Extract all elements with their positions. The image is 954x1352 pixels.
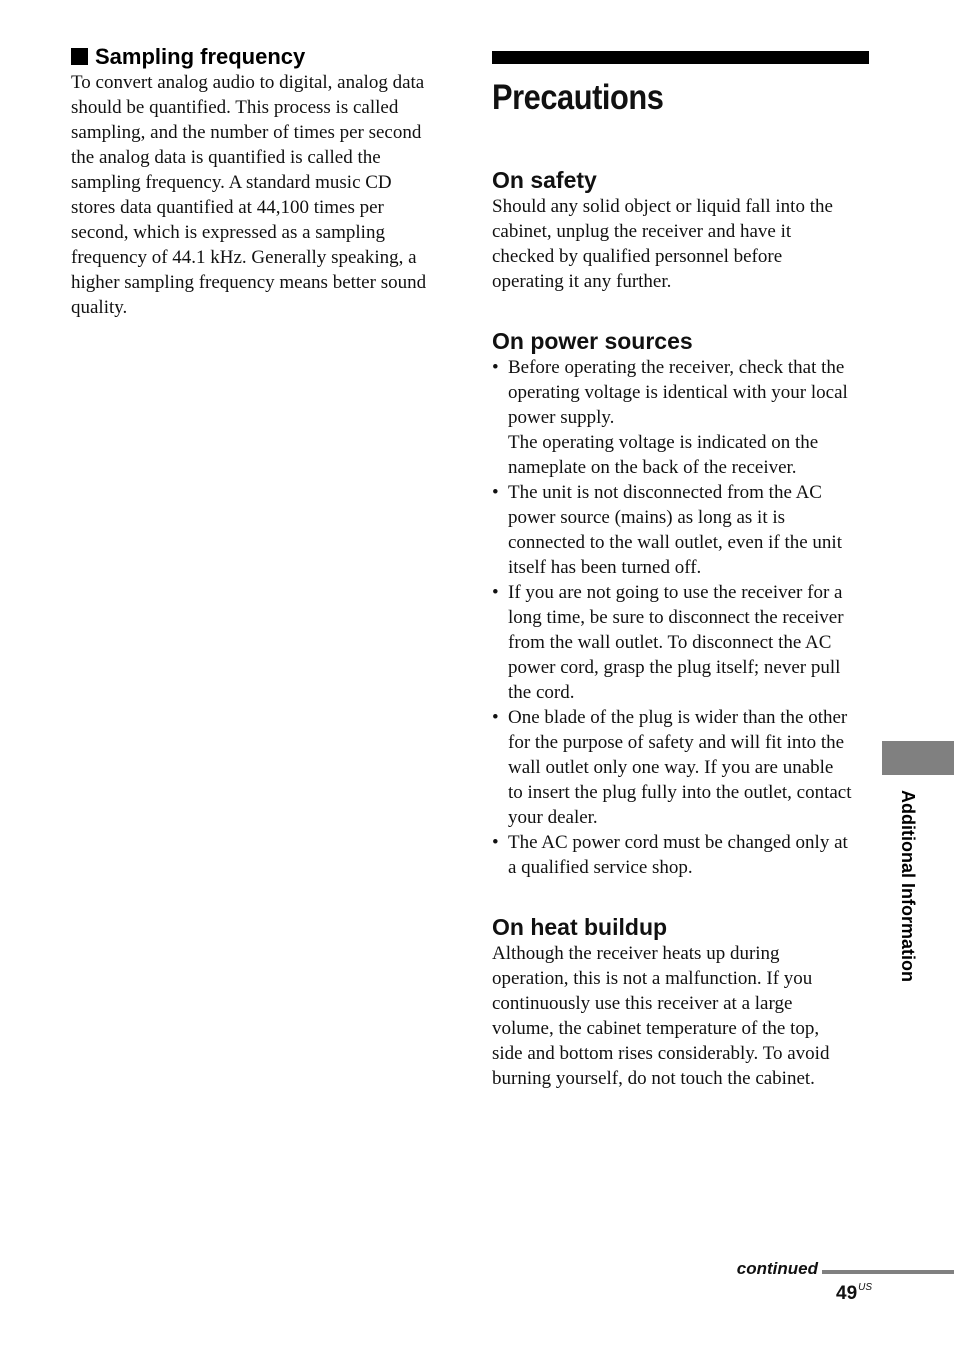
body-line: To convert analog audio to digital, analog data (71, 72, 425, 93)
item-line: connected to the wall outlet, even if the unit (508, 532, 842, 553)
body-line: the analog data is quantified is called the (71, 147, 381, 168)
item-line: power cord, grasp the plug itself; never pull (508, 657, 841, 678)
continued-label: continued (736, 1259, 818, 1278)
body-line: continuously use this receiver at a large (492, 993, 793, 1014)
list-item (492, 580, 870, 705)
bullet-icon: • (492, 482, 499, 503)
bullet-icon: • (492, 707, 499, 728)
sampling-frequency-heading (71, 44, 451, 70)
list-item (492, 830, 870, 880)
page-title: Precautions (492, 78, 664, 117)
list-item (492, 480, 870, 580)
body-line: higher sampling frequency means better sound (71, 272, 427, 293)
on-power-sources-heading: On power sources (492, 328, 693, 354)
item-line: itself has been turned off. (508, 557, 702, 578)
item-line: long time, be sure to disconnect the receiver (508, 607, 844, 628)
side-section-label: Additional Information (898, 790, 918, 982)
item-line: The unit is not disconnected from the AC (508, 482, 822, 503)
power-sources-list (492, 355, 870, 880)
body-line: second, which is expressed as a sampling (71, 222, 385, 243)
item-line: wall outlet only one way. If you are unable (508, 757, 834, 778)
left-column (71, 44, 451, 320)
body-line: stores data quantified at 44,100 times per (71, 197, 384, 218)
item-line: a qualified service shop. (508, 857, 693, 878)
item-line: The AC power cord must be changed only at (508, 832, 848, 853)
body-line: cabinet, unplug the receiver and have it (492, 221, 792, 242)
page-number (836, 1282, 872, 1306)
body-line: Should any solid object or liquid fall into the (492, 196, 833, 217)
body-line: checked by qualified personnel before (492, 246, 783, 267)
item-line: to insert the plug fully into the outlet, contact (508, 782, 852, 803)
body-line: operating it any further. (492, 271, 672, 292)
body-line: side and bottom rises considerably. To avoid (492, 1043, 830, 1064)
continued-rule (822, 1270, 954, 1274)
on-safety-heading: On safety (492, 167, 597, 193)
on-heat-buildup-heading: On heat buildup (492, 914, 668, 940)
item-line: Before operating the receiver, check that the (508, 357, 845, 378)
body-line: operation, this is not a malfunction. If you (492, 968, 813, 989)
item-line: If you are not going to use the receiver for a (508, 582, 843, 603)
section-tab-marker (882, 741, 954, 775)
body-line: quality. (71, 297, 128, 318)
bullet-icon: • (492, 357, 499, 378)
on-heat-buildup-body (492, 941, 870, 1091)
item-line: The operating voltage is indicated on the (508, 432, 819, 453)
sampling-frequency-body (71, 70, 451, 320)
item-line: power supply. (508, 407, 615, 428)
body-line: burning yourself, do not touch the cabinet. (492, 1068, 815, 1089)
body-line: sampling frequency. A standard music CD (71, 172, 392, 193)
title-rule (492, 51, 869, 64)
item-line: your dealer. (508, 807, 598, 828)
list-item (492, 705, 870, 830)
bullet-icon: • (492, 832, 499, 853)
body-line: should be quantified. This process is called (71, 97, 399, 118)
item-line: from the wall outlet. To disconnect the AC (508, 632, 832, 653)
item-line: power source (mains) as long as it is (508, 507, 786, 528)
list-item (492, 355, 870, 480)
on-safety-body (492, 194, 870, 294)
body-line: Although the receiver heats up during (492, 943, 780, 964)
page-number-value: 49 (836, 1283, 858, 1304)
item-line: One blade of the plug is wider than the other (508, 707, 848, 728)
item-line: the cord. (508, 682, 575, 703)
black-square-icon (71, 48, 88, 65)
body-line: volume, the cabinet temperature of the top, (492, 1018, 820, 1039)
sampling-frequency-heading-text: Sampling frequency (95, 44, 306, 69)
item-line: nameplate on the back of the receiver. (508, 457, 797, 478)
body-line: sampling, and the number of times per second (71, 122, 422, 143)
bullet-icon: • (492, 582, 499, 603)
item-line: operating voltage is identical with your local (508, 382, 848, 403)
right-column (492, 51, 870, 1091)
body-line: frequency of 44.1 kHz. Generally speaking, a (71, 247, 417, 268)
page-number-suffix: US (858, 1282, 873, 1293)
item-line: for the purpose of safety and will fit into the (508, 732, 845, 753)
